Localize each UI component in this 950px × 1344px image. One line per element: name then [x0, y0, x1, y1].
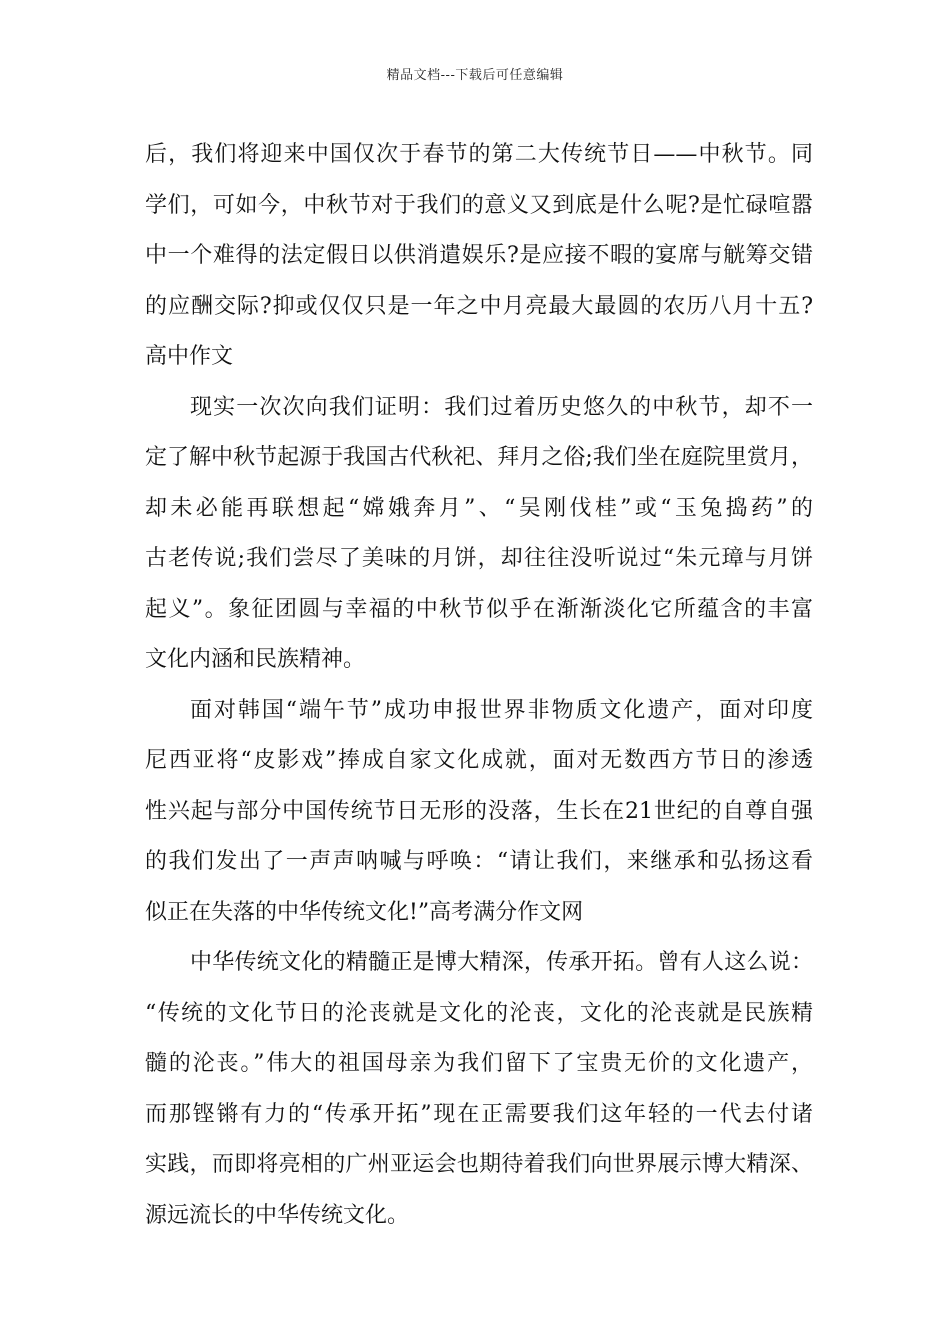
text-line: 的我们发出了一声声呐喊与呼唤：“请让我们，来继承和弘扬这看 [145, 849, 813, 874]
text-line: 髓的沦丧。”伟大的祖国母亲为我们留下了宝贵无价的文化遗产， [145, 1051, 813, 1076]
text-line: 古老传说;我们尝尽了美味的月饼，却往往没听说过“朱元璋与月饼 [145, 546, 813, 571]
text-line: 的应酬交际?抑或仅仅只是一年之中月亮最大最圆的农历八月十五? [145, 293, 813, 319]
text-line: 面对韩国“端午节”成功申报世界非物质文化遗产，面对印度 [190, 697, 813, 723]
text-line: 学们，可如今，中秋节对于我们的意义又到底是什么呢?是忙碌喧嚣 [145, 192, 813, 218]
text-line: 源远流长的中华传统文化。 [145, 1202, 410, 1228]
text-line: 尼西亚将“皮影戏”捧成自家文化成就，面对无数西方节日的渗透 [145, 748, 813, 773]
text-line: 却未必能再联想起“嫦娥奔月”、“吴刚伐桂”或“玉兔捣药”的 [145, 495, 813, 521]
page-header: 精品文档---下载后可任意编辑 [386, 68, 564, 83]
text-line: 后，我们将迎来中国仅次于春节的第二大传统节日——中秋节。同 [145, 142, 813, 167]
text-line: 中一个难得的法定假日以供消遣娱乐?是应接不暇的宴席与觥筹交错 [145, 243, 813, 268]
text-line: 高中作文 [145, 344, 234, 369]
paragraph [145, 130, 813, 383]
paragraph [145, 938, 813, 1241]
paragraph [145, 383, 813, 686]
paragraph [145, 686, 813, 939]
text-line: 起义”。象征团圆与幸福的中秋节似乎在渐渐淡化它所蕴含的丰富 [145, 596, 813, 622]
text-line: 而那铿锵有力的“传承开拓”现在正需要我们这年轻的一代去付诸 [145, 1101, 813, 1127]
text-line: 文化内涵和民族精神。 [145, 647, 366, 672]
text-line: 定了解中秋节起源于我国古代秋祀、拜月之俗;我们坐在庭院里赏月， [145, 445, 813, 470]
text-line: 中华传统文化的精髓正是博大精深，传承开拓。曾有人这么说： [190, 950, 813, 975]
text-line: 现实一次次向我们证明：我们过着历史悠久的中秋节，却不一 [190, 394, 813, 420]
text-line: 似正在失落的中华传统文化!”高考满分作文网 [145, 899, 584, 925]
text-line: 实践，而即将亮相的广州亚运会也期待着我们向世界展示博大精深、 [145, 1152, 813, 1177]
document-body [145, 130, 813, 1241]
text-line: 性兴起与部分中国传统节日无形的没落，生长在21世纪的自尊自强 [145, 798, 813, 824]
text-line: “传统的文化节日的沦丧就是文化的沦丧，文化的沦丧就是民族精 [145, 1000, 813, 1026]
